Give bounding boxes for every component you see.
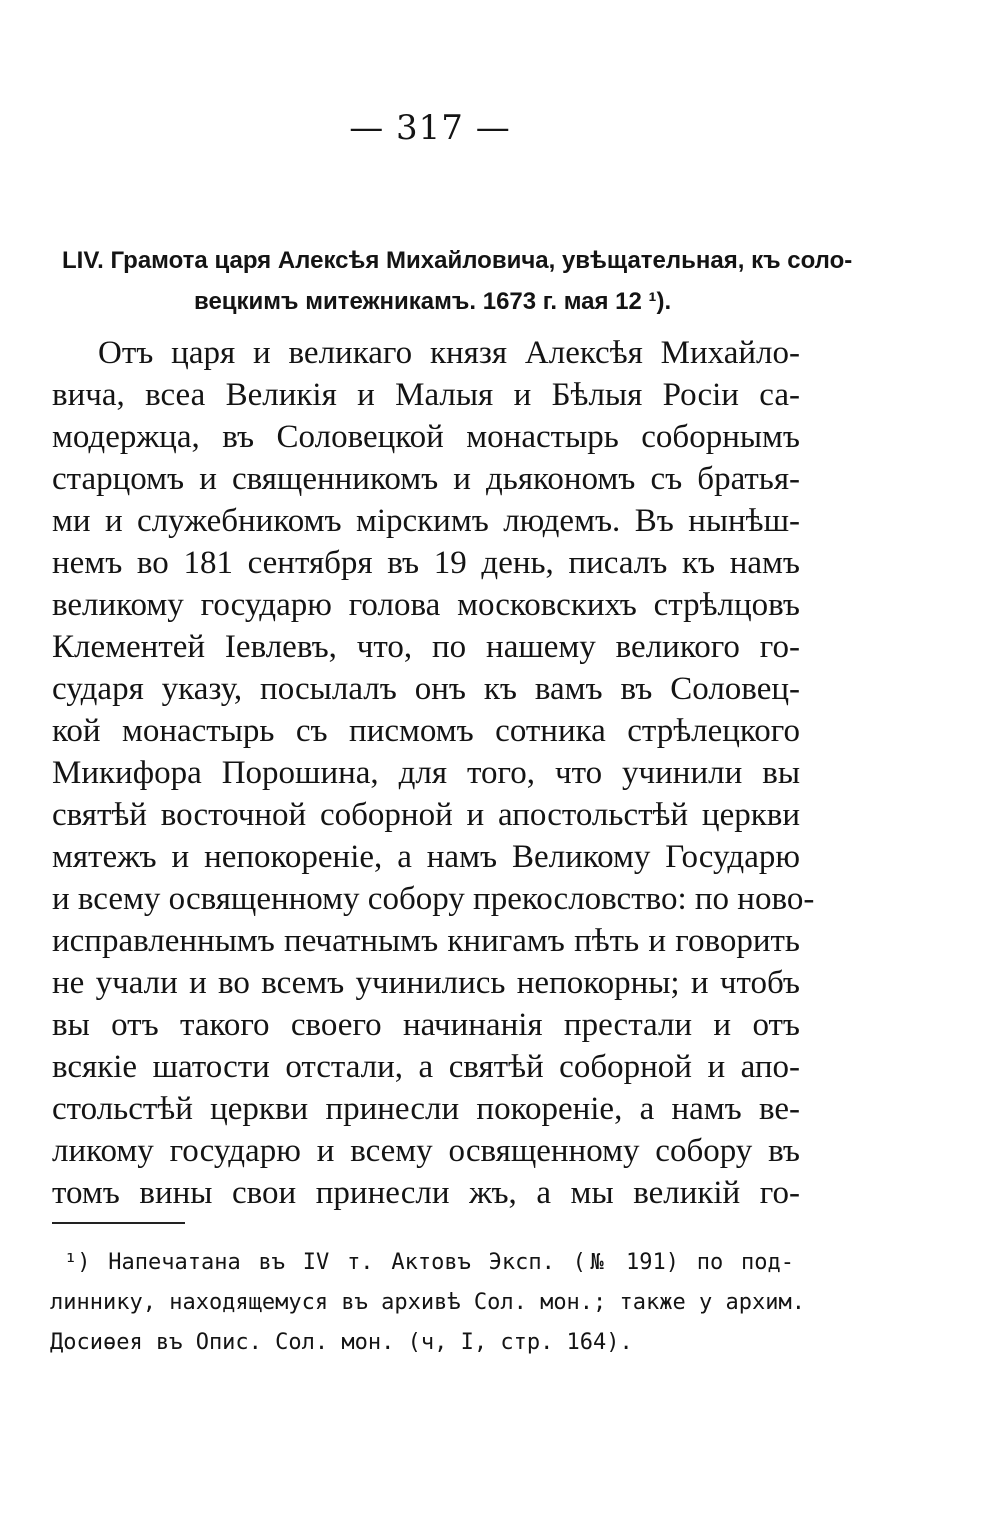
- page-number: — 317 —: [349, 108, 511, 148]
- body-line: томъ вины свои принесли жъ, а мы великій го-: [52, 1175, 800, 1211]
- footnote-line: ¹) Напечатана въ IV т. Актовъ Эксп. (№ 191) по под-: [64, 1250, 794, 1275]
- heading-line: LIV. Грамота царя Алексѣя Михайловича, увѣщательная, къ соло-: [62, 247, 853, 274]
- body-line: всякіе шатости отстали, а святѣй соборной и апо-: [52, 1049, 800, 1085]
- document-heading: [62, 240, 853, 322]
- body-line: ми и служебникомъ мірскимъ людемъ. Въ нынѣш-: [52, 503, 800, 539]
- body-line: святѣй восточной соборной и апостольстѣй церкви: [52, 797, 800, 833]
- body-line: и всему освященному собору прекословство: по ново-: [52, 881, 815, 917]
- body-line: великому государю голова московскихъ стрѣлцовъ: [52, 587, 800, 623]
- document-body: [52, 332, 815, 1214]
- body-line: Микифора Порошина, для того, что учинили вы: [52, 755, 800, 791]
- body-line: мятежъ и непокореніе, а намъ Великому Государю: [52, 839, 800, 875]
- body-line: ликому государю и всему освященному собору въ: [52, 1133, 800, 1169]
- body-line: модержца, въ Соловецкой монастырь соборнымъ: [52, 419, 800, 455]
- footnotes: [50, 1243, 805, 1363]
- body-line: кой монастырь съ писмомъ сотника стрѣлецкого: [52, 713, 800, 749]
- body-line: сударя указу, посылалъ онъ къ вамъ въ Соловец-: [52, 671, 800, 707]
- body-line: Клементей Іевлевъ, что, по нашему великого го-: [52, 629, 800, 665]
- heading-line: вецкимъ митежникамъ. 1673 г. мая 12 ¹).: [194, 288, 672, 315]
- body-line: немъ во 181 сентября въ 19 день, писалъ къ намъ: [52, 545, 800, 581]
- footnote-divider: [52, 1222, 185, 1224]
- footnote-line: линнику, находящемуся въ архивѣ Сол. мон.; также у архим.: [50, 1290, 805, 1315]
- body-line: старцомъ и священникомъ и дьякономъ съ братья-: [52, 461, 800, 497]
- footnote-line: Досиѳея въ Опис. Сол. мон. (ч, I, стр. 164).: [50, 1330, 633, 1355]
- body-line: не учали и во всемъ учинились непокорны; и чтобъ: [52, 965, 800, 1001]
- body-line: вы отъ такого своего начинанія престали и отъ: [52, 1007, 800, 1043]
- body-line: Отъ царя и великаго князя Алексѣя Михайло-: [98, 335, 800, 371]
- body-line: стольстѣй церкви принесли покореніе, а намъ ве-: [52, 1091, 800, 1127]
- body-line: исправленнымъ печатнымъ книгамъ пѣть и говорить: [52, 923, 800, 959]
- body-line: вича, всеа Великія и Малыя и Бѣлыя Росіи са-: [52, 377, 800, 413]
